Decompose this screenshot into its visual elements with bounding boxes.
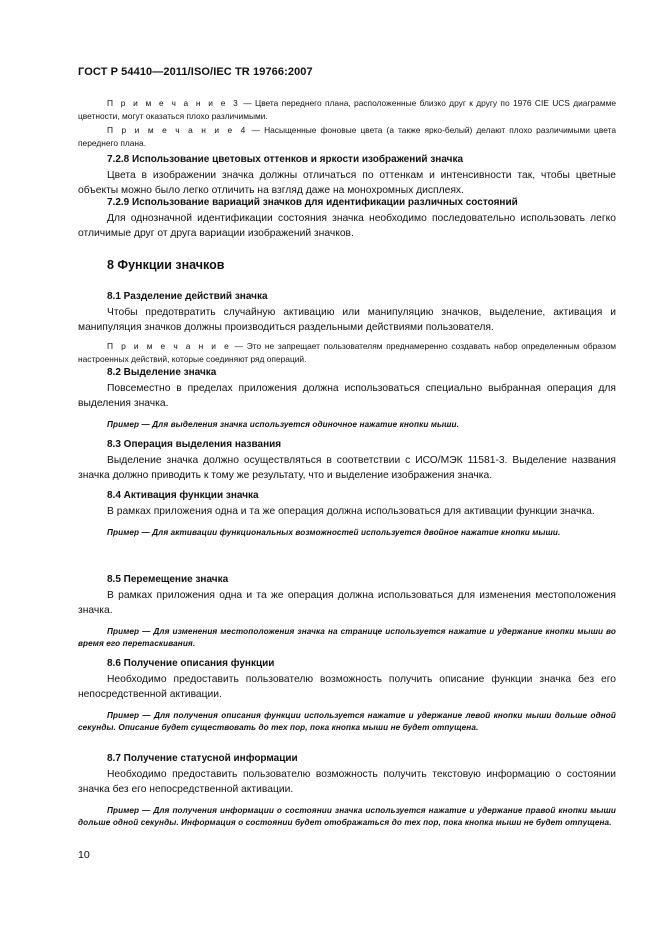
section-heading: 7.2.9 Использование вариаций значков для идентификации различных состояний [107,197,518,208]
example-text: Пример — Для получения информации о состоянии значка используется нажатие и удержание правой кнопки мыши дольше одной секунды. Информация о состоянии будет отображаться до тех пор, пока кнопка мыши не будет отпущена. [78,806,616,827]
section-heading: 8.3 Операция выделения названия [107,439,282,450]
section-text: Чтобы предотвратить случайную активацию или манипуляцию значков, выделение, активация и манипуляция значков должны производиться раздельными действиями пользователя. [78,307,616,333]
note-4 [78,124,616,150]
section-text: Повсеместно в пределах приложения должна использоваться специально выбранная операция для выделения значка. [78,383,616,409]
section-heading: 8.6 Получение описания функции [107,658,275,669]
chapter-heading: 8 Функции значков [107,258,225,272]
section-text: Необходимо предоставить пользователю возможность получить текстовую информацию о состоянии значка без его непосредственной активации. [78,769,616,795]
note-label: П р и м е ч а н и е [107,341,231,351]
section-heading: 8.7 Получение статусной информации [107,753,298,764]
section-8-1 [78,290,616,366]
note-text: — Цвета переднего плана, расположенные близко друг к другу по 1976 CIE UCS диаграмме цветности, могут оказаться плохо различимыми. [78,98,616,121]
section-7-2-9 [78,196,616,241]
section-heading: 8.2 Выделение значка [107,367,217,378]
section-text: В рамках приложения одна и та же операция должна использоваться для изменения местоположения значка. [78,590,616,616]
section-8-3 [78,438,616,483]
section-8-2 [78,366,616,431]
section-8-6 [78,657,616,733]
section-8-7 [78,752,616,828]
note-3 [78,97,616,123]
example-text: Пример — Для выделения значка используется одиночное нажатие кнопки мыши. [107,420,459,429]
section-text: Выделение значка должно осуществляться в соответствии с ИСО/МЭК 11581-3. Выделение названия значка должно приводить к тому же результату, что и выделение изображения значка. [78,455,616,481]
section-text: Цвета в изображении значка должны отличаться по оттенкам и интенсивности так, чтобы цветные объекты можно было легко отличить на взгляд даже на монохромных дисплеях. [78,170,616,196]
section-heading: 7.2.8 Использование цветовых оттенков и яркости изображений значка [107,154,464,165]
document-header: ГОСТ Р 54410—2011/ISO/IEC TR 19766:2007 [78,66,313,78]
example-text: Пример — Для изменения местоположения значка на странице используется нажатие и удержание кнопки мыши во время его перетаскивания. [78,627,616,648]
section-7-2-8 [78,153,616,198]
note-text: — Это не запрещает пользователям преднамеренно создавать набор определенным образом настроенных действий, которые соединяют ряд операций. [78,341,616,364]
example-text: Пример — Для получения описания функции используется нажатие и удержание левой кнопки мыши дольше одной секунды. Описание будет существовать до тех пор, пока кнопка мыши не будет отпущена. [78,711,616,732]
section-heading: 8.5 Перемещение значка [107,574,229,585]
note-label: П р и м е ч а н и е 4 [107,125,248,135]
page-number: 10 [78,849,90,861]
section-8 [78,258,616,272]
section-text: В рамках приложения одна и та же операция должна использоваться для активации функции значка. [107,506,595,517]
example-text: Пример — Для активации функциональных возможностей используется двойное нажатие кнопки мыши. [107,528,561,537]
note-text: — Насыщенные фоновые цвета (а также ярко-белый) делают плохо различимыми цвета переднего плана. [78,125,616,148]
note-label: П р и м е ч а н и е 3 [107,98,240,108]
section-heading: 8.4 Активация функции значка [107,490,259,501]
section-text: Необходимо предоставить пользователю возможность получить описание функции значка без его непосредственной активации. [78,674,616,700]
section-8-4 [78,489,616,539]
section-heading: 8.1 Разделение действий значка [107,291,268,302]
section-8-5 [78,573,616,649]
section-text: Для однозначной идентификации состояния значка необходимо последовательно использовать легко отличимые друг от друга вариации изображений значков. [78,213,616,239]
